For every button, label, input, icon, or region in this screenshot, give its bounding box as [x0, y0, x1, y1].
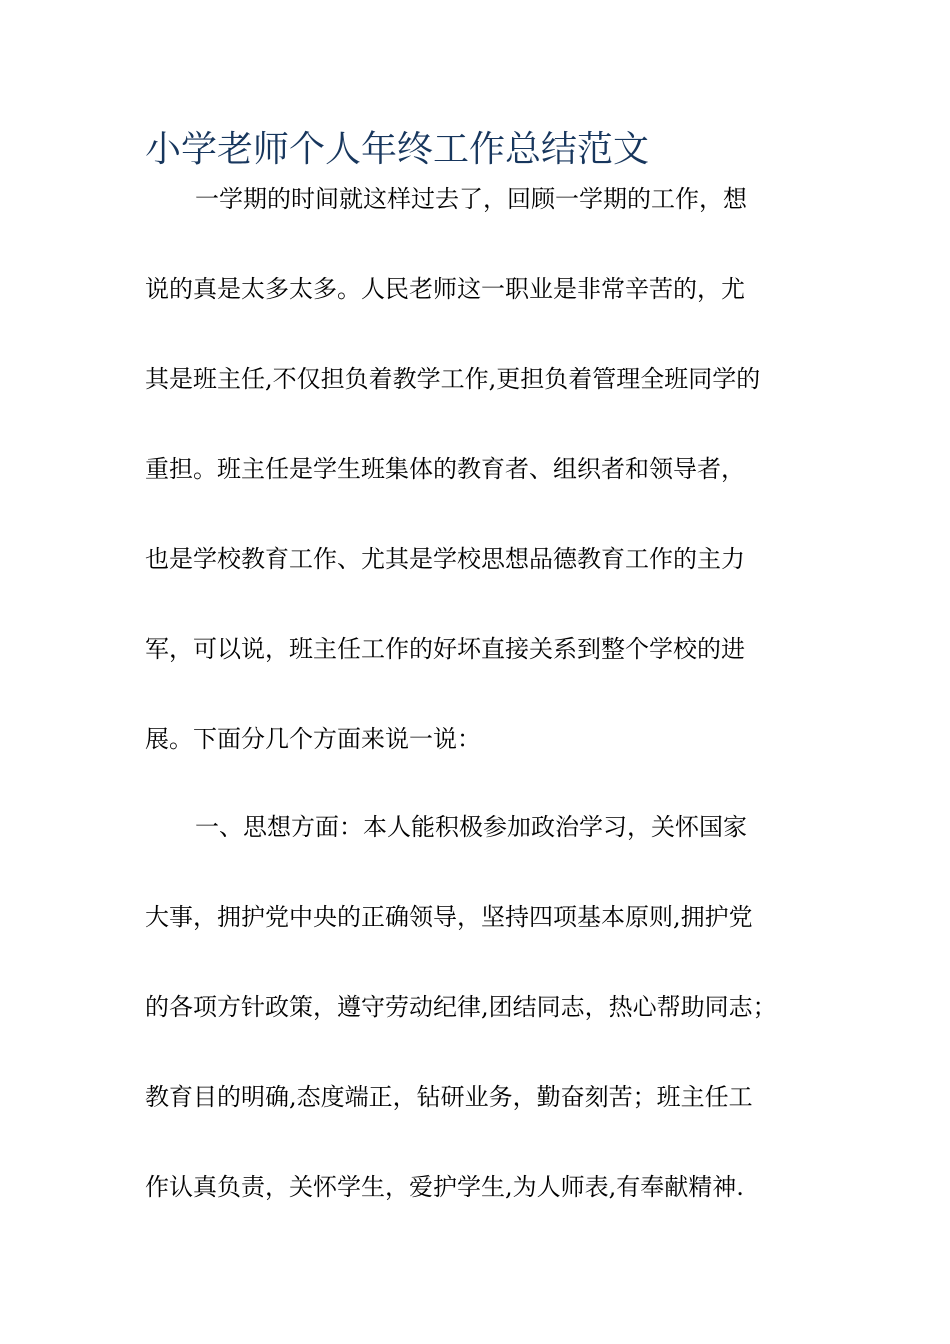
paragraph-line: 其是班主任,不仅担负着教学工作,更担负着管理全班同学的 [145, 365, 761, 393]
paragraph-line: 说的真是太多太多。人民老师这一职业是非常辛苦的，尤 [145, 275, 745, 303]
paragraph-line: 作认真负责，关怀学生，爱护学生,为人师表,有奉献精神. [145, 1173, 744, 1201]
paragraph-line: 也是学校教育工作、尤其是学校思想品德教育工作的主力 [145, 545, 745, 573]
paragraph-line: 重担。班主任是学生班集体的教育者、组织者和领导者， [145, 455, 745, 483]
paragraph-line: 军，可以说，班主任工作的好坏直接关系到整个学校的进 [145, 635, 745, 663]
document-title: 小学老师个人年终工作总结范文 [145, 129, 650, 170]
paragraph-line: 一学期的时间就这样过去了，回顾一学期的工作，想 [195, 185, 747, 213]
paragraph-line: 的各项方针政策，遵守劳动纪律,团结同志，热心帮助同志； [145, 993, 777, 1021]
paragraph-line: 大事，拥护党中央的正确领导，坚持四项基本原则,拥护党 [145, 903, 753, 931]
paragraph-line: 展。下面分几个方面来说一说： [145, 725, 481, 753]
paragraph-line: 一、思想方面：本人能积极参加政治学习，关怀国家 [195, 813, 747, 841]
paragraph-line: 教育目的明确,态度端正，钻研业务，勤奋刻苦；班主任工 [145, 1083, 753, 1111]
